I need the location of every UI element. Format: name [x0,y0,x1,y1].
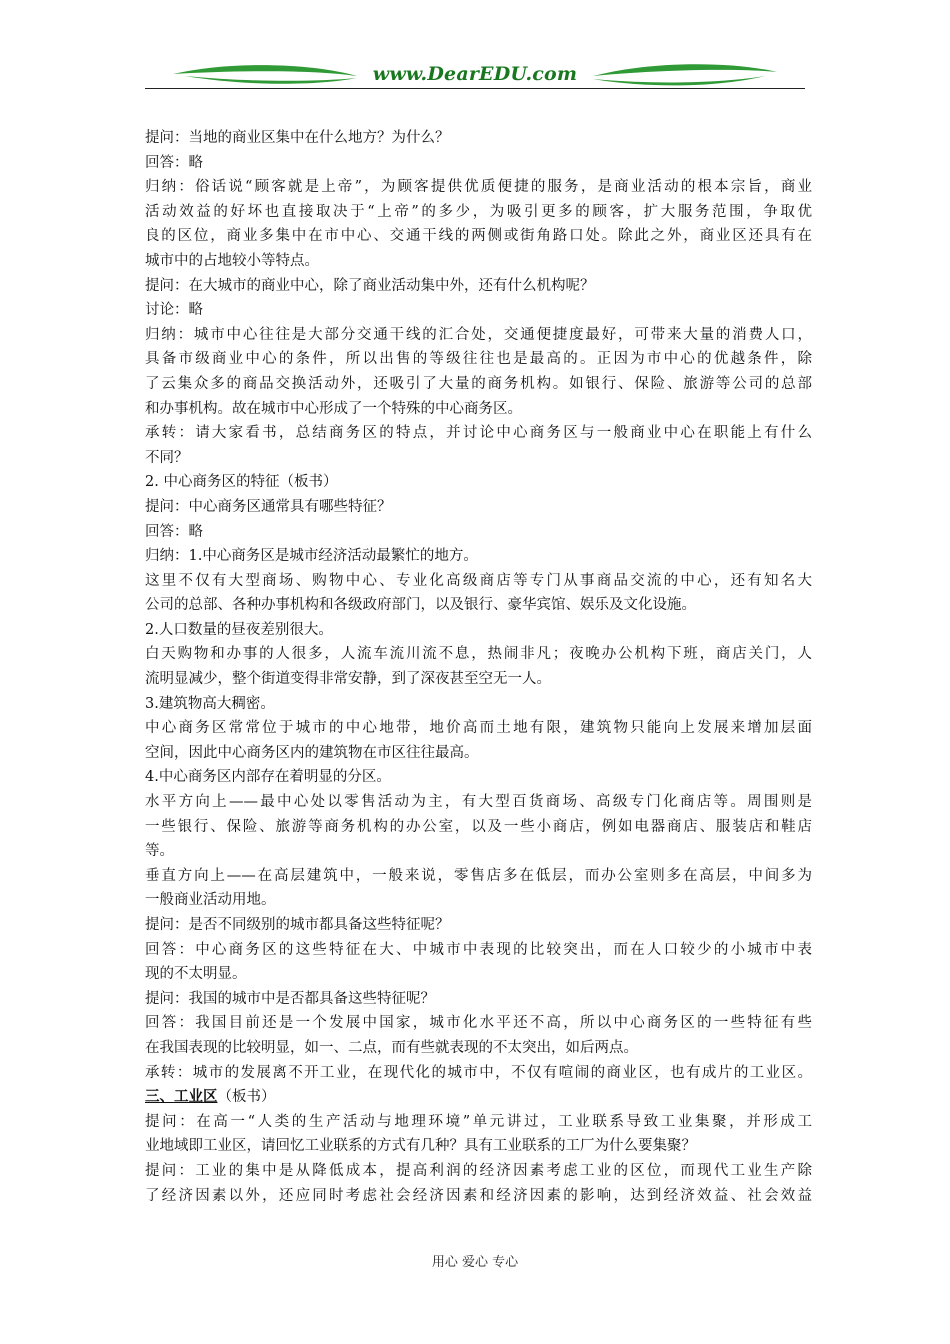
section-heading-label: 三、工业区 [145,1088,218,1106]
text-line: 4.中心商务区内部存在着明显的分区。 [145,769,391,786]
text-line: 流明显减少，整个街道变得非常安静，到了深夜甚至空无一人。 [145,671,551,688]
text-line: 回答：中心商务区的这些特征在大、中城市中表现的比较突出，而在人口较少的小城市中表 [145,941,812,958]
text-line: 归纳：俗话说“顾客就是上帝”，为顾客提供优质便捷的服务，是商业活动的根本宗旨，商业 [145,179,812,196]
text-line: 回答：略 [145,154,203,171]
text-line: 提问：是否不同级别的城市都具备这些特征呢？ [145,917,450,933]
site-header [145,52,805,92]
text-line: 等。 [145,843,174,860]
text-line: 中心商务区常常位于城市的中心地带，地价高而土地有限，建筑物只能向上发展来增加层面 [145,720,812,737]
text-line: 了经济因素以外，还应同时考虑社会经济因素和经济因素的影响，达到经济效益、社会效益 [145,1187,812,1204]
text-line: 讨论：略 [145,302,203,319]
text-line: 提问：当地的商业区集中在什么地方？为什么？ [145,130,450,146]
text-line: 了云集众多的商品交换活动外，还吸引了大量的商务机构。如银行、保险、旅游等公司的总部 [145,375,812,392]
text-line: 承转：请大家看书，总结商务区的特点，并讨论中心商务区与一般商业中心在职能上有什么 [145,425,812,442]
text-line: 水平方向上——最中心处以零售活动为主，有大型百货商场、高级专门化商店等。周围则是 [145,794,812,811]
text-line: 垂直方向上——在高层建筑中，一般来说，零售店多在低层，而办公室则多在高层，中间多为 [145,867,812,884]
page-footer: 用心 爱心 专心 [431,1255,519,1270]
text-line: 不同？ [145,449,189,466]
text-line: 一般商业活动用地。 [145,892,276,909]
document-body [145,126,812,1208]
text-line: 具备市级商业中心的条件，所以出售的等级往往也是最高的。正因为市中心的优越条件，除 [145,351,812,368]
site-url: www.DearEDU.com [372,63,578,85]
text-line: 归纳：城市中心往往是大部分交通干线的汇合处，交通便捷度最好，可带来大量的消费人口， [145,326,812,343]
text-line: 2.人口数量的昼夜差别很大。 [145,621,333,638]
text-line: 现的不太明显。 [145,966,247,983]
text-line: 提问：中心商务区通常具有哪些特征？ [145,498,392,515]
text-line: 业地域即工业区，请回忆工业联系的方式有几种？具有工业联系的工厂为什么要集聚？ [145,1138,696,1155]
text-line: 提问：工业的集中是从降低成本，提高利润的经济因素考虑工业的区位，而现代工业生产除 [145,1162,812,1179]
subheading-line: 2. 中心商务区的特征（板书） [145,474,338,491]
text-line: 活动效益的好坏也直接取决于“上帝”的多少，为吸引更多的顾客，扩大服务范围，争取优 [145,203,812,220]
text-line: 白天购物和办事的人很多，人流车流川流不息，热闹非凡；夜晚办公机构下班，商店关门，人 [145,646,812,663]
text-line: 在我国表现的比较明显，如一、二点，而有些就表现的不太突出，如后两点。 [145,1039,638,1056]
text-line: 承转：城市的发展离不开工业，在现代化的城市中，不仅有喧闹的商业区，也有成片的工业区。 [145,1064,812,1081]
section-heading-suffix: （板书） [217,1089,276,1106]
text-line: 提问：在高一“人类的生产活动与地理环境”单元讲过，工业联系导致工业集聚，并形成工 [145,1113,812,1130]
text-line: 城市中的占地较小等特点。 [145,252,319,269]
header-divider [145,88,805,89]
text-line: 提问：我国的城市中是否都具备这些特征呢？ [145,990,435,1007]
text-line: 和办事机构。故在城市中心形成了一个特殊的中心商务区。 [145,400,522,417]
text-line: 这里不仅有大型商场、购物中心、专业化高级商店等专门从事商品交流的中心，还有知名大 [145,572,812,589]
text-line: 归纳：1.中心商务区是城市经济活动最繁忙的地方。 [145,548,478,565]
text-line: 回答：略 [145,523,203,540]
text-line: 3.建筑物高大稠密。 [145,695,275,712]
text-line: 回答：我国目前还是一个发展中国家，城市化水平还不高，所以中心商务区的一些特征有些 [145,1015,812,1032]
text-line: 一些银行、保险、旅游等商务机构的办公室，以及一些小商店，例如电器商店、服装店和鞋店 [145,818,812,835]
text-line: 公司的总部、各种办事机构和各级政府部门，以及银行、豪华宾馆、娱乐及文化设施。 [145,597,696,614]
text-line: 空间，因此中心商务区内的建筑物在市区往往最高。 [145,744,479,761]
section-heading [145,1085,812,1110]
text-line: 良的区位，商业多集中在市中心、交通干线的两侧或街角路口处。除此之外，商业区还具有在 [145,228,812,245]
text-line: 提问：在大城市的商业中心，除了商业活动集中外，还有什么机构呢？ [145,277,595,294]
